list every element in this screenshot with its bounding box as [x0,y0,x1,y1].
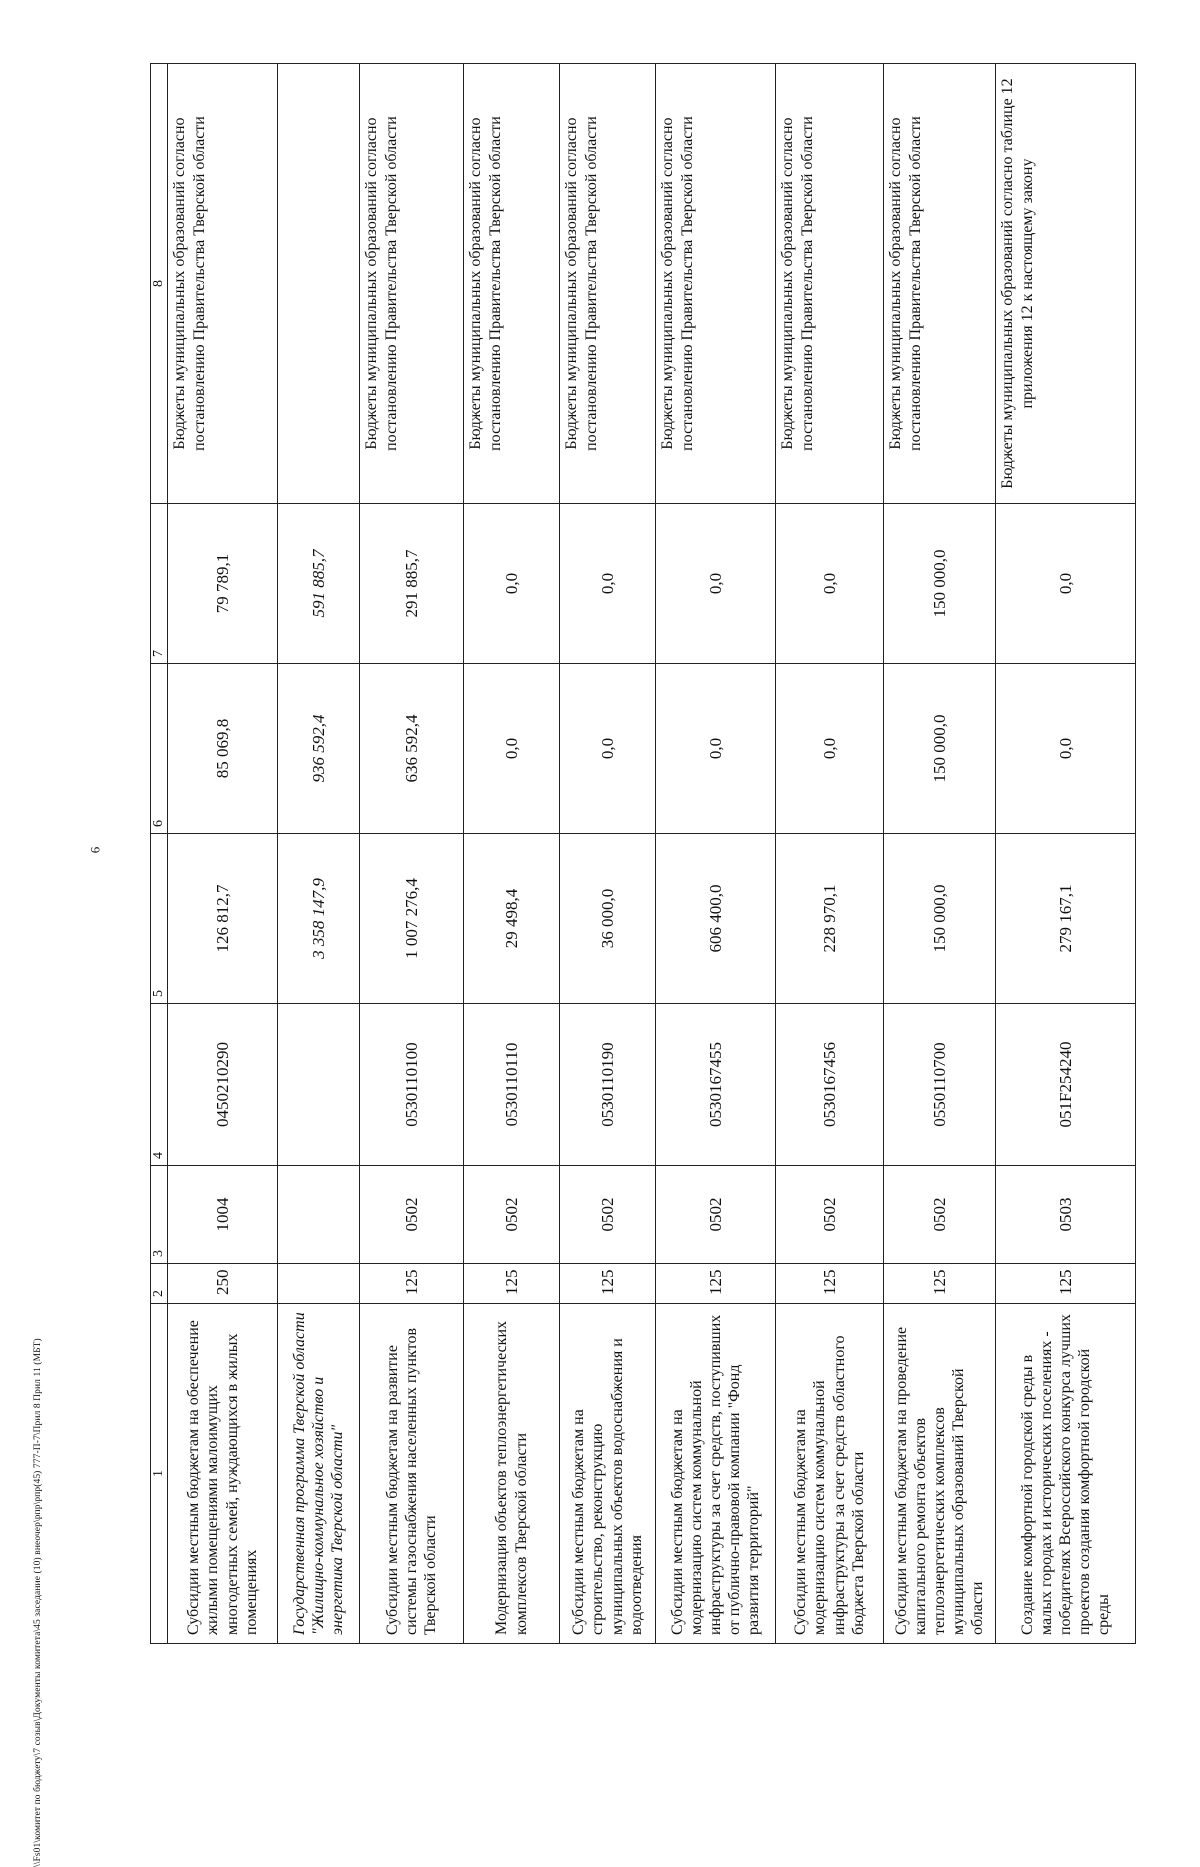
header-col-6: 6 [151,664,168,834]
row-col7-cell: 0,0 [996,504,1136,664]
table-row [560,64,656,1644]
row-col3-cell: 1004 [168,1166,278,1264]
row-col2-cell: 125 [884,1264,996,1304]
table-row [996,64,1136,1644]
row-col5-cell: 29 498,4 [464,834,560,1004]
row-col6-cell: 85 069,8 [168,664,278,834]
row-col6-cell: 0,0 [464,664,560,834]
row-name-cell: Государственная программа Тверской области "Жилищно-коммунальное хозяйство и энергетика Тверской области" [278,1304,360,1644]
row-col4-cell [278,1004,360,1166]
row-col4-cell: 0530110100 [360,1004,464,1166]
row-col4-cell: 0530167456 [776,1004,884,1166]
row-col3-cell: 0502 [360,1166,464,1264]
row-col3-cell: 0502 [776,1166,884,1264]
table-container [150,64,1117,1644]
row-col4-cell: 0450210290 [168,1004,278,1166]
row-col6-cell: 636 592,4 [360,664,464,834]
header-col-8: 8 [151,64,168,504]
row-col8-cell: Бюджеты муниципальных образований согласно постановлению Правительства Тверской области [360,64,464,504]
row-name-cell: Модернизация объектов теплоэнергетических комплексов Тверской области [464,1304,560,1644]
row-col6-cell: 0,0 [776,664,884,834]
row-col2-cell: 125 [464,1264,560,1304]
row-col8-cell: Бюджеты муниципальных образований согласно постановлению Правительства Тверской области [464,64,560,504]
row-col4-cell: 051F254240 [996,1004,1136,1166]
row-col5-cell: 3 358 147,9 [278,834,360,1004]
table-row [278,64,360,1644]
row-col8-cell: Бюджеты муниципальных образований согласно постановлению Правительства Тверской области [168,64,278,504]
header-col-3: 3 [151,1166,168,1264]
table-row [656,64,776,1644]
row-col7-cell: 150 000,0 [884,504,996,664]
row-col3-cell: 0502 [884,1166,996,1264]
row-col7-cell: 291 885,7 [360,504,464,664]
row-col8-cell: Бюджеты муниципальных образований согласно постановлению Правительства Тверской области [884,64,996,504]
row-col4-cell: 0530167455 [656,1004,776,1166]
row-col4-cell: 0530110190 [560,1004,656,1166]
row-col2-cell: 125 [560,1264,656,1304]
row-col7-cell: 0,0 [776,504,884,664]
row-col5-cell: 228 970,1 [776,834,884,1004]
row-name-cell: Создание комфортной городской среды в малых городах и исторических поселениях - победителях Всероссийского конкурса лучших проектов создания комфортной городской среды [996,1304,1136,1644]
row-col3-cell: 0502 [560,1166,656,1264]
row-col7-cell: 0,0 [656,504,776,664]
row-col8-cell: Бюджеты муниципальных образований согласно постановлению Правительства Тверской области [560,64,656,504]
row-col2-cell: 250 [168,1264,278,1304]
row-col5-cell: 606 400,0 [656,834,776,1004]
row-col6-cell: 0,0 [656,664,776,834]
row-name-cell: Субсидии местным бюджетам на модернизацию систем коммунальной инфраструктуры за счет средств, поступивших от публично-правовой компании "Фонд развития территорий" [656,1304,776,1644]
row-col6-cell: 0,0 [996,664,1136,834]
header-col-5: 5 [151,834,168,1004]
row-col3-cell: 0503 [996,1166,1136,1264]
row-col3-cell: 0502 [656,1166,776,1264]
row-col5-cell: 279 167,1 [996,834,1136,1004]
row-col2-cell: 125 [776,1264,884,1304]
row-col8-cell [278,64,360,504]
footer-file-path: \\Fs01\комитет по бюджету\7 созыв\Документы комитета\45 заседание (10) внеочер\рпр\рпр(45) 777-П-7\Прил 8 Прил 11 (МБТ) [33,1338,43,1867]
header-col-7: 7 [151,504,168,664]
row-col7-cell: 591 885,7 [278,504,360,664]
row-col4-cell: 0530110110 [464,1004,560,1166]
row-col3-cell [278,1166,360,1264]
header-row [151,64,168,1644]
row-col8-cell: Бюджеты муниципальных образований согласно постановлению Правительства Тверской области [656,64,776,504]
header-col-1: 1 [151,1304,168,1644]
rotated-table [150,64,1117,1644]
row-col2-cell: 125 [656,1264,776,1304]
row-col5-cell: 1 007 276,4 [360,834,464,1004]
row-name-cell: Субсидии местным бюджетам на проведение капитального ремонта объектов теплоэнергетических комплексов муниципальных образований Тверской области [884,1304,996,1644]
table-row [168,64,278,1644]
row-col4-cell: 0550110700 [884,1004,996,1166]
row-col5-cell: 126 812,7 [168,834,278,1004]
row-col5-cell: 150 000,0 [884,834,996,1004]
row-col7-cell: 0,0 [464,504,560,664]
table-row [884,64,996,1644]
page-number: 6 [87,846,103,854]
table-row [464,64,560,1644]
table-row [776,64,884,1644]
row-col7-cell: 0,0 [560,504,656,664]
row-col8-cell: Бюджеты муниципальных образований согласно таблице 12 приложения 12 к настоящему закону [996,64,1136,504]
row-col2-cell: 125 [996,1264,1136,1304]
row-col8-cell: Бюджеты муниципальных образований согласно постановлению Правительства Тверской области [776,64,884,504]
header-col-4: 4 [151,1004,168,1166]
header-col-2: 2 [151,1264,168,1304]
table-row [360,64,464,1644]
row-col7-cell: 79 789,1 [168,504,278,664]
row-name-cell: Субсидии местным бюджетам на обеспечение жилыми помещениями малоимущих многодетных семей, нуждающихся в жилых помещениях [168,1304,278,1644]
row-col6-cell: 936 592,4 [278,664,360,834]
row-name-cell: Субсидии местным бюджетам на развитие системы газоснабжения населенных пунктов Тверской области [360,1304,464,1644]
row-col6-cell: 150 000,0 [884,664,996,834]
row-col2-cell: 125 [360,1264,464,1304]
row-name-cell: Субсидии местным бюджетам на модернизацию систем коммунальной инфраструктуры за счет средств областного бюджета Тверской области [776,1304,884,1644]
row-name-cell: Субсидии местным бюджетам на строительство, реконструкцию муниципальных объектов водоснабжения и водоотведения [560,1304,656,1644]
row-col2-cell [278,1264,360,1304]
row-col3-cell: 0502 [464,1166,560,1264]
row-col5-cell: 36 000,0 [560,834,656,1004]
allocation-table [150,63,1136,1644]
row-col6-cell: 0,0 [560,664,656,834]
